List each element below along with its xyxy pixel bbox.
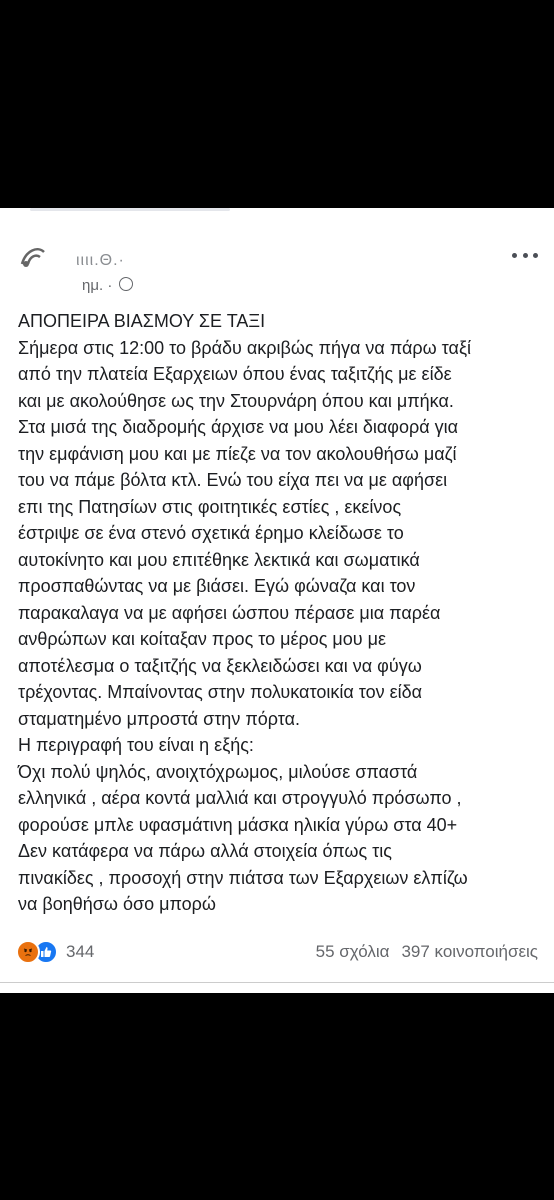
post-line: έστριψε σε ένα στενό σχετικά έρημο κλείδωσε το bbox=[18, 523, 404, 543]
post-line: ελληνικά , αέρα κοντά μαλλιά και στρογγυλό πρόσωπο , bbox=[18, 788, 462, 808]
reaction-count: 344 bbox=[66, 942, 95, 961]
more-dot bbox=[523, 253, 528, 258]
reactions-summary[interactable] bbox=[16, 940, 94, 964]
post-line: Στα μισά της διαδρομής άρχισε να μου λέει διαφορά για bbox=[18, 417, 459, 437]
post-time-label: ημ. · bbox=[82, 277, 113, 294]
comments-count-link[interactable]: 55 σχόλια bbox=[315, 942, 390, 961]
post-line: Δεν κατάφερα να πάρω αλλά στοιχεία όπως τις bbox=[18, 841, 392, 861]
post-line: τρέχοντας. Μπαίνοντας στην πολυκατοικία τον είδα bbox=[18, 682, 423, 702]
post-separator bbox=[0, 982, 554, 993]
post-line: αποτέλεσμα ο ταξιτζής να ξεκλειδώσει και να φύγω bbox=[18, 655, 422, 676]
post-line: του να πάμε βόλτα κτλ. Ενώ του είχα πει να με αφήσει bbox=[18, 470, 448, 490]
post-line: φορούσε μπλε υφασμάτινη μάσκα ηλικία γύρω στα 40+ bbox=[18, 814, 458, 835]
more-options-icon[interactable] bbox=[512, 250, 538, 260]
post-line: την εμφάνιση μου και με πίεζε να τον ακολουθήσω μαζί bbox=[18, 443, 457, 464]
post-line: Η περιγραφή του είναι η εξής: bbox=[18, 735, 254, 755]
more-dot bbox=[533, 253, 538, 258]
post-line: παρακαλαγα να με αφήσει ώσπου πέρασε μια παρέα bbox=[18, 602, 441, 623]
post-stats bbox=[316, 942, 538, 962]
post-line: και με ακολούθησε ως την Στουρνάρη όπου και μπήκα. bbox=[18, 390, 454, 411]
post-line: ανθρώπων και κοίταξαν προς το μέρος μου με bbox=[18, 629, 387, 649]
post-header bbox=[0, 236, 554, 296]
post-card bbox=[0, 208, 554, 992]
post-line: αυτοκίνητο και μου επιτέθηκε λεκτικά και σωματικά bbox=[18, 549, 420, 570]
author-name[interactable]: ιιιι.Θ.· bbox=[76, 252, 125, 269]
globe-icon bbox=[119, 277, 133, 291]
post-footer bbox=[0, 936, 554, 966]
angry-reaction-icon bbox=[16, 940, 40, 964]
post-line: από την πλατεία Εξαρχειων όπου ένας ταξιτζής με είδε bbox=[18, 364, 452, 384]
shares-count-link[interactable]: 397 κοινοποιήσεις bbox=[401, 942, 538, 961]
post-line: προσπαθώντας να με βιάσει. Εγώ φώναζα και τον bbox=[18, 576, 416, 596]
profile-avatar-icon[interactable] bbox=[18, 244, 48, 270]
more-dot bbox=[512, 253, 517, 258]
previous-post-edge bbox=[30, 208, 230, 211]
post-line: Όχι πολύ ψηλός, ανοιχτόχρωμος, μιλούσε σπαστά bbox=[18, 761, 418, 782]
post-body bbox=[18, 308, 544, 918]
post-line: να βοηθήσω όσο μπορώ bbox=[18, 894, 216, 914]
post-line: Σήμερα στις 12:00 το βράδυ ακριβώς πήγα να πάρω ταξί bbox=[18, 337, 472, 358]
post-line: πινακίδες , προσοχή στην πιάτσα των Εξαρχειων ελπίζω bbox=[18, 867, 468, 888]
post-line: σταματημένο μπροστά στην πόρτα. bbox=[18, 708, 300, 729]
post-line: επι της Πατησίων στις φοιτητικές εστίες , εκείνος bbox=[18, 496, 402, 517]
post-title: ΑΠΟΠΕΙΡΑ ΒΙΑΣΜΟΥ ΣΕ ΤΑΞΙ bbox=[18, 311, 266, 331]
post-timestamp bbox=[82, 277, 133, 294]
